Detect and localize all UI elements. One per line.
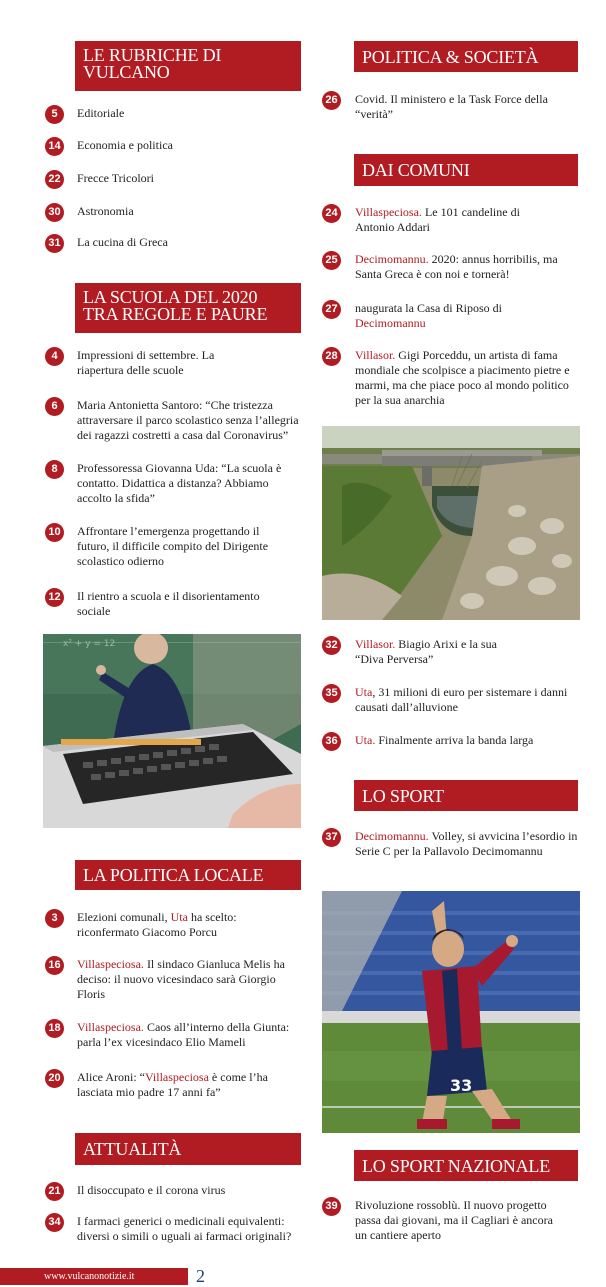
list-item[interactable] (45, 204, 303, 219)
town-link[interactable]: Decimomannu. (355, 829, 429, 843)
page-number-badge: 30 (45, 203, 64, 222)
town-link[interactable]: Villaspeciosa. (77, 1020, 144, 1034)
page-number-badge: 36 (322, 732, 341, 751)
section-politica-societa (322, 41, 584, 72)
section-title: LO SPORT (354, 780, 578, 811)
list-item[interactable] (322, 685, 584, 715)
list-item[interactable] (45, 138, 303, 153)
section-title: LA POLITICA LOCALE (75, 860, 301, 890)
list-item[interactable] (45, 1214, 303, 1244)
page-number-badge: 3 (45, 909, 64, 928)
page-number-badge: 12 (45, 588, 64, 607)
town-link[interactable]: Villasor. (355, 348, 396, 362)
list-item[interactable] (45, 1020, 303, 1050)
list-item[interactable] (322, 301, 584, 331)
item-text-post: Il sindaco Gianluca Melis ha deciso: il nuovo vicesindaco sarà Giorgio Floris (77, 957, 285, 1001)
section-sport (322, 780, 584, 811)
item-text-post: Le 101 candeline di Antonio Addari (355, 205, 520, 234)
section-title: POLITICA & SOCIETÀ (354, 41, 578, 72)
town-link[interactable]: Decimomannu (355, 316, 426, 330)
page-number-badge: 22 (45, 170, 64, 189)
page-number-badge: 4 (45, 347, 64, 366)
item-text: Impressioni di settembre. La riapertura delle scuole (77, 348, 215, 377)
river-bridge-photo (322, 426, 580, 620)
town-link[interactable]: Uta. (355, 733, 376, 747)
item-text: Il rientro a scuola e il disorientamento sociale (77, 589, 260, 618)
list-item[interactable] (45, 348, 303, 378)
section-title: DAI COMUNI (354, 154, 578, 186)
section-title: LA SCUOLA DEL 2020 TRA REGOLE E PAURE (75, 283, 301, 333)
football-player-photo (322, 891, 580, 1133)
item-text: Maria Antonietta Santoro: “Che tristezza attraversare il parco scolastico senza l’allegria dei ragazzi costretti a casa dal Coronavirus” (77, 398, 299, 442)
item-text: Rivoluzione rossoblù. Il nuovo progetto passa dai giovani, ma il Cagliari è ancora un cantiere aperto (355, 1198, 553, 1242)
item-text: Frecce Tricolori (77, 171, 154, 185)
list-item[interactable] (45, 461, 303, 506)
page-number-badge: 21 (45, 1182, 64, 1201)
section-scuola (45, 283, 303, 333)
list-item[interactable] (322, 92, 584, 122)
svg-text:x² + y = 12: x² + y = 12 (63, 639, 116, 649)
item-text-pre: Alice Aroni: “ (77, 1070, 145, 1084)
page-number-badge: 16 (45, 956, 64, 975)
page-number-badge: 8 (45, 460, 64, 479)
list-item[interactable] (45, 910, 303, 940)
item-text: Economia e politica (77, 138, 173, 152)
item-text-post: Finalmente arriva la banda larga (375, 733, 534, 747)
town-link[interactable]: Uta (355, 685, 373, 699)
list-item[interactable] (322, 1198, 584, 1243)
section-rubriche (45, 41, 303, 91)
item-text: Affrontare l’emergenza progettando il futuro, il difficile compito del Dirigente scolastico odierno (77, 524, 269, 568)
classroom-laptop-photo (43, 634, 301, 828)
town-link[interactable]: Decimomannu. (355, 252, 429, 266)
page-number: 2 (196, 1266, 205, 1286)
page-number-badge: 37 (322, 828, 341, 847)
page-number-badge: 5 (45, 105, 64, 124)
list-item[interactable] (45, 106, 303, 121)
town-link[interactable]: Villaspeciosa. (77, 957, 144, 971)
page-number-badge: 18 (45, 1019, 64, 1038)
item-text: La cucina di Greca (77, 235, 168, 249)
item-text-pre: naugurata la Casa di Riposo di (355, 301, 502, 315)
page-number-badge: 24 (322, 204, 341, 223)
item-text: Astronomia (77, 204, 134, 218)
list-item[interactable] (322, 733, 584, 748)
list-item[interactable] (322, 637, 584, 667)
list-item[interactable] (322, 252, 584, 282)
page-number-badge: 10 (45, 523, 64, 542)
page-number-badge: 6 (45, 397, 64, 416)
item-text-post: è come l’ha lasciata mio padre 17 anni fa” (77, 1070, 268, 1099)
page-number-badge: 34 (45, 1213, 64, 1232)
list-item[interactable] (45, 524, 303, 569)
list-item[interactable] (45, 1070, 303, 1100)
item-text-pre: Elezioni comunali, (77, 910, 171, 924)
item-text-post: ha scelto: riconfermato Giacomo Porcu (77, 910, 237, 939)
section-title: LO SPORT NAZIONALE (354, 1150, 578, 1181)
section-title: LE RUBRICHE DI VULCANO (75, 41, 301, 91)
page-number-badge: 25 (322, 251, 341, 270)
item-text: I farmaci generici o medicinali equivalenti: diversi o simili o uguali ai farmaci originali? (77, 1214, 292, 1243)
item-text-post: Gigi Porceddu, un artista di fama mondiale che scolpisce a piacimento pietre e marmi, ma che piace poco al mondo politico per la sua anarchia (355, 348, 570, 407)
list-item[interactable] (45, 171, 303, 186)
list-item[interactable] (45, 957, 303, 1002)
page-number-badge: 32 (322, 636, 341, 655)
town-link[interactable]: Uta (170, 910, 188, 924)
page-number-badge: 26 (322, 91, 341, 110)
item-text-post: Caos all’interno della Giunta: parla l’ex vicesindaco Elio Mameli (77, 1020, 290, 1049)
svg-text:33: 33 (450, 1076, 473, 1095)
item-text-post: Biagio Arixi e la sua “Diva Perversa” (355, 637, 497, 666)
list-item[interactable] (45, 398, 303, 443)
page-number-badge: 27 (322, 300, 341, 319)
item-text-post: , 31 milioni di euro per sistemare i danni causati dall’alluvione (355, 685, 568, 714)
item-text: Editoriale (77, 106, 125, 120)
section-attualita (45, 1133, 303, 1165)
item-text-post: 2020: annus horribilis, ma Santa Greca è con noi e tornerà! (355, 252, 558, 281)
list-item[interactable] (322, 205, 584, 235)
page-number-badge: 14 (45, 137, 64, 156)
section-title: ATTUALITÀ (75, 1133, 301, 1165)
list-item[interactable] (45, 589, 303, 619)
page-number-badge: 28 (322, 347, 341, 366)
item-text-post: Volley, si avvicina l’esordio in Serie C per la Pallavolo Decimomannu (355, 829, 578, 858)
item-text: Professoressa Giovanna Uda: “La scuola è contatto. Didattica a distanza? Abbiamo accolto la sfida” (77, 461, 282, 505)
page-number-badge: 20 (45, 1069, 64, 1088)
list-item[interactable] (45, 1183, 303, 1198)
list-item[interactable] (322, 829, 584, 859)
section-sport-nazionale (322, 1150, 584, 1181)
town-link[interactable]: Villasor. (355, 637, 396, 651)
town-link[interactable]: Villaspeciosa. (355, 205, 422, 219)
page-number-badge: 31 (45, 234, 64, 253)
website-link[interactable]: www.vulcanonotizie.it (44, 1271, 135, 1282)
page-number-badge: 35 (322, 684, 341, 703)
list-item[interactable] (45, 235, 303, 250)
footer-bar (0, 1268, 188, 1285)
item-text: Covid. Il ministero e la Task Force della “verità” (355, 92, 548, 121)
list-item[interactable] (322, 348, 584, 408)
section-dai-comuni (322, 154, 584, 186)
town-link[interactable]: Villaspeciosa (144, 1070, 209, 1084)
section-politica-locale (45, 860, 303, 890)
item-text: Il disoccupato e il corona virus (77, 1183, 226, 1197)
page-number-badge: 39 (322, 1197, 341, 1216)
